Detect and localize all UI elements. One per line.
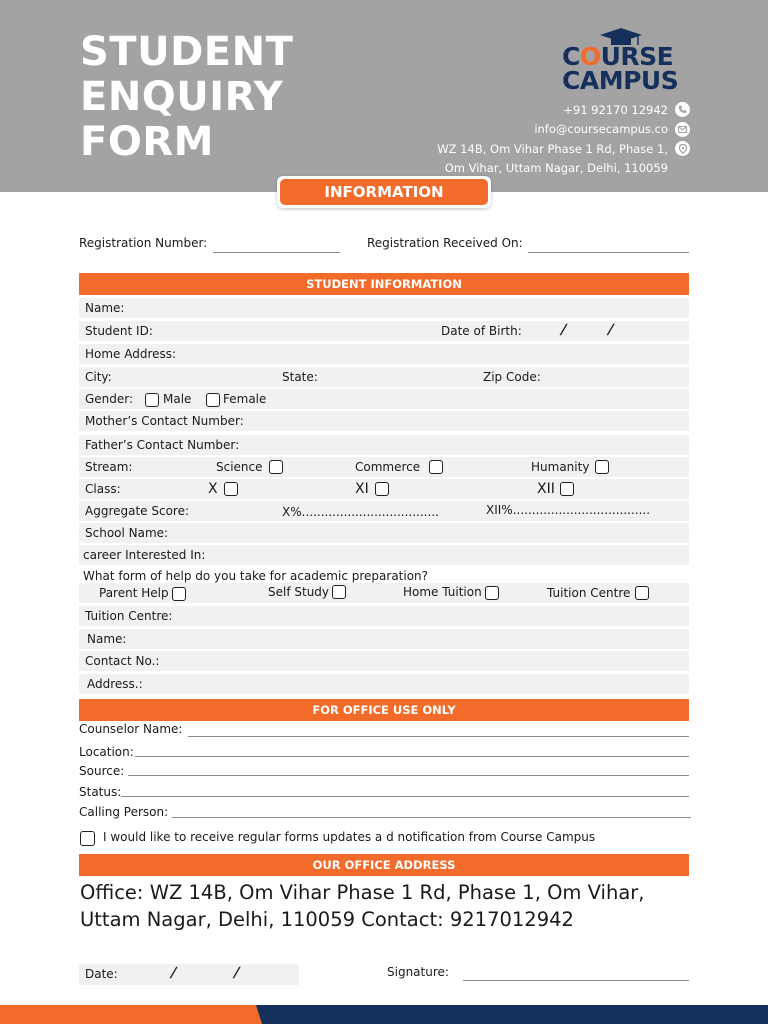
title-line-2: ENQUIRY bbox=[80, 74, 284, 120]
science-checkbox[interactable] bbox=[269, 460, 283, 474]
phone-icon bbox=[675, 102, 690, 117]
male-checkbox[interactable] bbox=[145, 393, 159, 407]
information-tab bbox=[277, 176, 491, 208]
footer-navy-stripe bbox=[256, 1005, 768, 1024]
father-contact-label: Father’s Contact Number: bbox=[85, 438, 240, 452]
help-options-row bbox=[79, 583, 689, 603]
tuition-name-label: Name: bbox=[87, 632, 127, 646]
tuition-address-label: Address.: bbox=[87, 677, 143, 691]
consent-checkbox[interactable] bbox=[80, 831, 95, 846]
gender-label: Gender: bbox=[85, 392, 134, 406]
xii-percent-field[interactable]: XII%.................................... bbox=[486, 503, 651, 517]
name-label: Name: bbox=[85, 301, 125, 315]
class-x-checkbox[interactable] bbox=[224, 482, 238, 496]
signature-label: Signature: bbox=[387, 965, 449, 979]
tuition-centre-checkbox[interactable] bbox=[635, 586, 649, 600]
date-separator: / bbox=[168, 965, 179, 981]
name-row[interactable] bbox=[79, 298, 689, 318]
tuition-contact-row[interactable] bbox=[79, 651, 689, 671]
career-row[interactable] bbox=[79, 545, 689, 565]
class-x-label: X bbox=[208, 481, 218, 497]
commerce-checkbox[interactable] bbox=[429, 460, 443, 474]
home-tuition-label: Home Tuition bbox=[403, 585, 482, 599]
dob-label: Date of Birth: bbox=[441, 324, 522, 338]
class-xii-label: XII bbox=[537, 481, 555, 497]
home-address-row[interactable] bbox=[79, 344, 689, 364]
student-id-row[interactable] bbox=[79, 321, 689, 341]
aggregate-row bbox=[79, 501, 689, 521]
location-pin-icon bbox=[675, 141, 690, 156]
registration-received-field[interactable] bbox=[528, 252, 689, 253]
status-label: Status: bbox=[79, 785, 122, 799]
humanity-checkbox[interactable] bbox=[595, 460, 609, 474]
phone-number: +91 92170 12942 bbox=[563, 102, 668, 117]
location-field[interactable] bbox=[135, 756, 689, 757]
source-label: Source: bbox=[79, 764, 125, 778]
home-address-label: Home Address: bbox=[85, 347, 177, 361]
calling-person-label: Calling Person: bbox=[79, 805, 169, 819]
class-xi-label: XI bbox=[355, 481, 369, 497]
help-question: What form of help do you take for academic preparation? bbox=[83, 569, 429, 583]
source-field[interactable] bbox=[128, 775, 689, 776]
office-use-heading: FOR OFFICE USE ONLY bbox=[79, 699, 689, 721]
student-id-label: Student ID: bbox=[85, 324, 153, 338]
tuition-centre-option-label: Tuition Centre bbox=[547, 586, 631, 600]
school-name-row[interactable] bbox=[79, 523, 689, 543]
contact-email bbox=[437, 120, 690, 140]
humanity-label: Humanity bbox=[531, 460, 590, 474]
student-information-heading: STUDENT INFORMATION bbox=[79, 273, 689, 295]
office-address-text: Office: WZ 14B, Om Vihar Phase 1 Rd, Phase 1, Om Vihar, Uttam Nagar, Delhi, 110059 Contact: 9217012942 bbox=[80, 881, 645, 931]
home-tuition-checkbox[interactable] bbox=[485, 586, 499, 600]
class-row bbox=[79, 479, 689, 499]
form-title bbox=[80, 30, 293, 165]
stream-row bbox=[79, 457, 689, 477]
tuition-address-row[interactable] bbox=[79, 674, 689, 694]
registration-received-label: Registration Received On: bbox=[367, 236, 523, 250]
header-banner bbox=[0, 0, 768, 192]
address-line-2: Om Vihar, Uttam Nagar, Delhi, 110059 bbox=[444, 161, 668, 176]
tuition-name-row[interactable] bbox=[79, 629, 689, 649]
email-address: info@coursecampus.co bbox=[534, 122, 668, 137]
mother-contact-label: Mother’s Contact Number: bbox=[85, 414, 244, 428]
office-address-heading: OUR OFFICE ADDRESS bbox=[79, 854, 689, 876]
school-name-label: School Name: bbox=[85, 526, 169, 540]
address-line-1: WZ 14B, Om Vihar Phase 1 Rd, Phase 1, bbox=[437, 141, 668, 156]
dob-separator: / bbox=[605, 322, 616, 338]
city-row[interactable] bbox=[79, 367, 689, 387]
registration-number-label: Registration Number: bbox=[79, 236, 208, 250]
signature-field[interactable] bbox=[463, 980, 689, 981]
female-checkbox[interactable] bbox=[206, 393, 220, 407]
self-study-checkbox[interactable] bbox=[332, 585, 346, 599]
location-label: Location: bbox=[79, 745, 134, 759]
date-field[interactable] bbox=[79, 964, 299, 985]
aggregate-score-label: Aggregate Score: bbox=[85, 504, 190, 518]
parent-help-checkbox[interactable] bbox=[172, 587, 186, 601]
female-label: Female bbox=[223, 392, 267, 406]
male-label: Male bbox=[163, 392, 192, 406]
x-percent-field[interactable]: X%.................................... bbox=[282, 505, 439, 519]
title-line-1: STUDENT bbox=[80, 29, 294, 75]
career-label: career Interested In: bbox=[83, 548, 206, 562]
title-line-3: FORM bbox=[80, 119, 214, 165]
logo-text-campus: CAMPUS bbox=[562, 66, 679, 95]
contact-phone bbox=[437, 100, 690, 120]
commerce-label: Commerce bbox=[355, 460, 421, 474]
counselor-name-field[interactable] bbox=[188, 736, 689, 737]
calling-person-field[interactable] bbox=[172, 817, 691, 818]
science-label: Science bbox=[216, 460, 263, 474]
tuition-centre-row[interactable] bbox=[79, 606, 689, 626]
date-label: Date: bbox=[85, 967, 118, 981]
parent-help-label: Parent Help bbox=[99, 586, 169, 600]
class-xii-checkbox[interactable] bbox=[560, 482, 574, 496]
registration-number-field[interactable] bbox=[213, 252, 340, 253]
date-separator: / bbox=[231, 965, 242, 981]
consent-label: I would like to receive regular forms updates a d notification from Course Campus bbox=[103, 830, 596, 844]
class-label: Class: bbox=[85, 482, 121, 496]
course-campus-logo bbox=[562, 28, 692, 94]
contact-address-1 bbox=[437, 139, 690, 159]
contact-info bbox=[437, 100, 690, 178]
status-field[interactable] bbox=[121, 796, 689, 797]
father-contact-row[interactable] bbox=[79, 435, 689, 455]
counselor-name-label: Counselor Name: bbox=[79, 722, 183, 736]
mother-contact-row[interactable] bbox=[79, 411, 689, 431]
dob-separator: / bbox=[558, 322, 569, 338]
class-xi-checkbox[interactable] bbox=[375, 482, 389, 496]
state-label: State: bbox=[282, 370, 318, 384]
footer-orange-stripe bbox=[0, 1005, 262, 1024]
mail-icon bbox=[675, 122, 690, 137]
city-label: City: bbox=[85, 370, 112, 384]
self-study-label: Self Study bbox=[268, 585, 330, 599]
zip-code-label: Zip Code: bbox=[483, 370, 541, 384]
stream-label: Stream: bbox=[85, 460, 133, 474]
logo-text-course: COURSE bbox=[562, 42, 674, 71]
tuition-centre-label: Tuition Centre: bbox=[85, 609, 173, 623]
information-tab-label: INFORMATION bbox=[280, 179, 488, 205]
gender-row bbox=[79, 389, 689, 409]
tuition-contact-label: Contact No.: bbox=[85, 654, 160, 668]
